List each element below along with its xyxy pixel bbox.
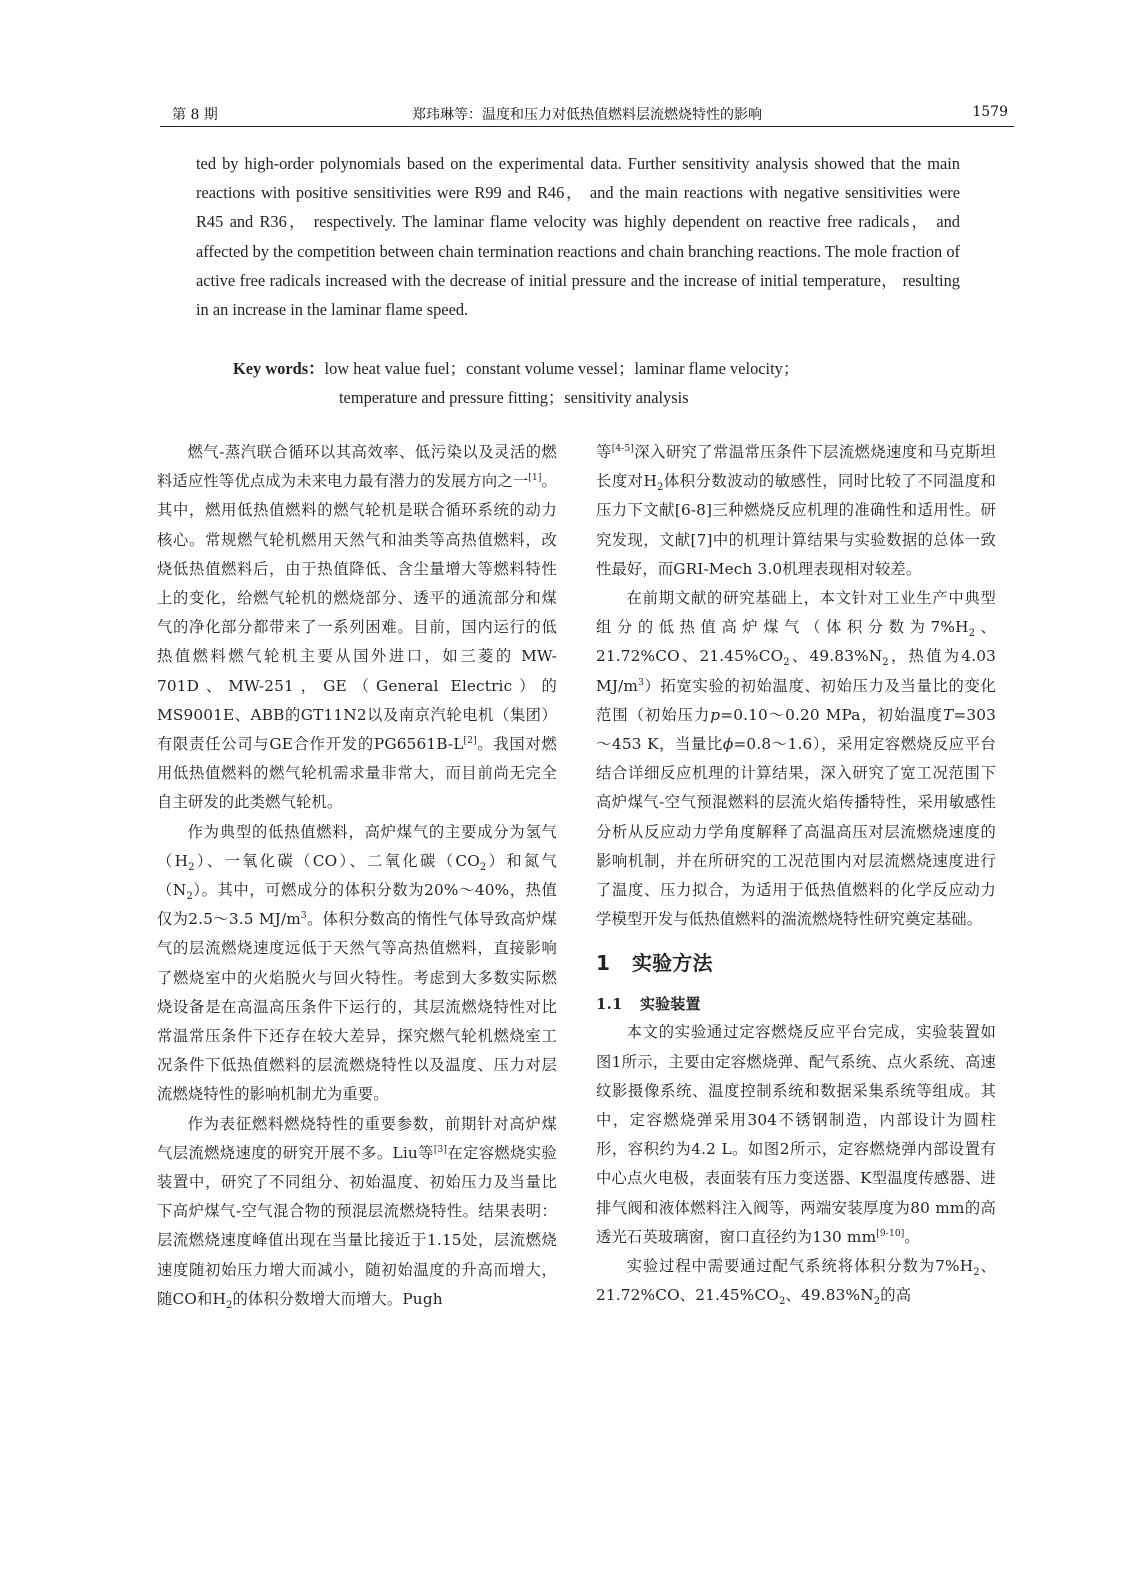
paragraph: 本文的实验通过定容燃烧反应平台完成，实验装置如图1所示，主要由定容燃烧弹、配气系统、点火系统、高速纹影摄像系统、温度控制系统和数据采集系统等组成。其中，定容燃烧弹采用304不锈钢制造，内部设计为圆柱形，容积约为4.2 L。如图2所示，定容燃烧弹内部设置有中心点火电极，表面装有压力变送器、K型温度传感器、进排气阀和液体燃料注入阀等，两端安装厚度为80 mm的高透光石英玻璃窗，窗口直径约为130 mm[9-10]。	[596, 1023, 996, 1246]
section-heading: 1 实验方法	[596, 951, 713, 976]
paragraph: 等[4-5]深入研究了常温常压条件下层流燃烧速度和马克斯坦长度对$H_2$体积分数波动的敏感性，同时比较了不同温度和压力下文献[6-8]三种燃烧反应机理的准确性和适用性。研究发现，文献[7]中的机理计算结果与实验数据的总体一致性最好，而GRI-Mech 3.0机理表现相对较差。	[596, 443, 997, 578]
keywords-label: Key words：	[233, 359, 325, 378]
paragraph: 作为典型的低热值燃料，高炉煤气的主要成分为氢气$(H_2)$、一氧化碳（CO）、二氧化碳$(CO_2)$和氮气$(N_2)$。其中，可燃成分的体积分数为20%～40%，热值仅为2.5～3.5 $MJ/m^3$。体积分数高的惰性气体导致高炉煤气的层流燃烧速度远低于天然气等高热值燃料，直接影响了燃烧室中的火焰脱火与回火特性。考虑到大多数实际燃烧设备是在高温高压条件下运行的，其层流燃烧特性对比常温常压条件下还存在较大差异，探究燃气轮机燃烧室工况条件下低热值燃料的层流燃烧特性以及温度、压力对层流燃烧特性的影响机制尤为重要。	[157, 822, 558, 1104]
citation: [2]	[463, 735, 477, 746]
abstract-text: ted by high-order polynomials based on the experimental data. Further sensitivity analysis showed that the main reactions with positive sensitivities were R99 and R46， and the main reactions with negative sensitivities were R45 and R36， respectively. The laminar flame velocity was highly dependent on reactive free radicals， and affected by the competition between chain termination reactions and chain branching reactions. The mole fraction of active free radicals increased with the decrease of initial pressure and the increase of initial temperature， resulting in an increase in the laminar flame speed.	[196, 154, 960, 320]
keywords-line-1	[233, 355, 799, 379]
paragraph: 在前期文献的研究基础上，本文针对工业生产中典型组分的低热值高炉煤气（体积分数为$7\%H_2$、21.72%CO、$21.45\%CO_2$、$49.83\%N_2$，热值为4.03 $MJ/m^3$）拓宽实验的初始温度、初始压力及当量比的变化范围（初始压力p=0.10～0.20 MPa，初始温度T=303～453 K，当量比ϕ=0.8～1.6），采用定容燃烧反应平台结合详细反应机理的计算结果，深入研究了宽工况范围下高炉煤气-空气预混燃料的层流火焰传播特性，采用敏感性分析从反应动力学角度解释了高温高压对层流燃烧速度的影响机制，并在所研究的工况范围内对层流燃烧速度进行了温度、压力拟合，为适用于低热值燃料的化学反应动力学模型开发与低热值燃料的湍流燃烧特性研究奠定基础。	[596, 589, 996, 929]
citation: [1]	[528, 473, 542, 484]
issue-number: 第 8 期	[172, 107, 218, 123]
running-header	[160, 100, 1014, 127]
left-column	[157, 438, 557, 1314]
keywords-line-2: temperature and pressure fitting；sensitivity analysis	[339, 388, 689, 407]
right-column	[596, 438, 996, 1310]
subsection-heading: 1.1 实验装置	[596, 995, 701, 1014]
keywords-text-1: low heat value fuel；constant volume vessel；laminar flame velocity；	[324, 359, 800, 378]
citation: [4-5]	[611, 443, 635, 454]
citation: [3]	[433, 1144, 448, 1155]
running-title: 郑玮琳等：温度和压力对低热值燃料层流燃烧特性的影响	[412, 107, 762, 123]
paragraph: 实验过程中需要通过配气系统将体积分数为$7\%H_2$、21.72%CO、$21.45\%CO_2$、$49.83\%N_2$的高	[596, 1257, 996, 1308]
paragraph: 燃气-蒸汽联合循环以其高效率、低污染以及灵活的燃料适应性等优点成为未来电力最有潜力的发展方向之一[1]。其中，燃用低热值燃料的燃气轮机是联合循环系统的动力核心。常规燃气轮机燃用天然气和油类等高热值燃料，改烧低热值燃料后，由于热值降低、含尘量增大等燃料特性上的变化，给燃气轮机的燃烧部分、透平的通流部分和煤气的净化部分都带来了一系列困难。目前，国内运行的低热值燃料燃气轮机主要从国外进口，如三菱的 MW-701D、MW-251，GE（General Electric）的MS9001E、ABB的GT11N2以及南京汽轮电机（集团）有限责任公司与GE合作开发的PG6561B-L[2]。我国对燃用低热值燃料的燃气轮机需求量非常大，而目前尚无完全自主研发的此类燃气轮机。	[157, 443, 557, 812]
page-number: 1579	[972, 104, 1008, 120]
paragraph: 作为表征燃料燃烧特性的重要参数，前期针对高炉煤气层流燃烧速度的研究开展不多。Liu等[3]在定容燃烧实验装置中，研究了不同组分、初始温度、初始压力及当量比下高炉煤气-空气混合物的预混层流燃烧特性。结果表明：层流燃烧速度峰值出现在当量比接近于1.15处，层流燃烧速度随初始压力增大而减小，随初始温度的升高而增大，随CO和$H_2$的体积分数增大而增大。Pugh	[157, 1114, 557, 1311]
citation: [9-10]	[876, 1228, 905, 1239]
